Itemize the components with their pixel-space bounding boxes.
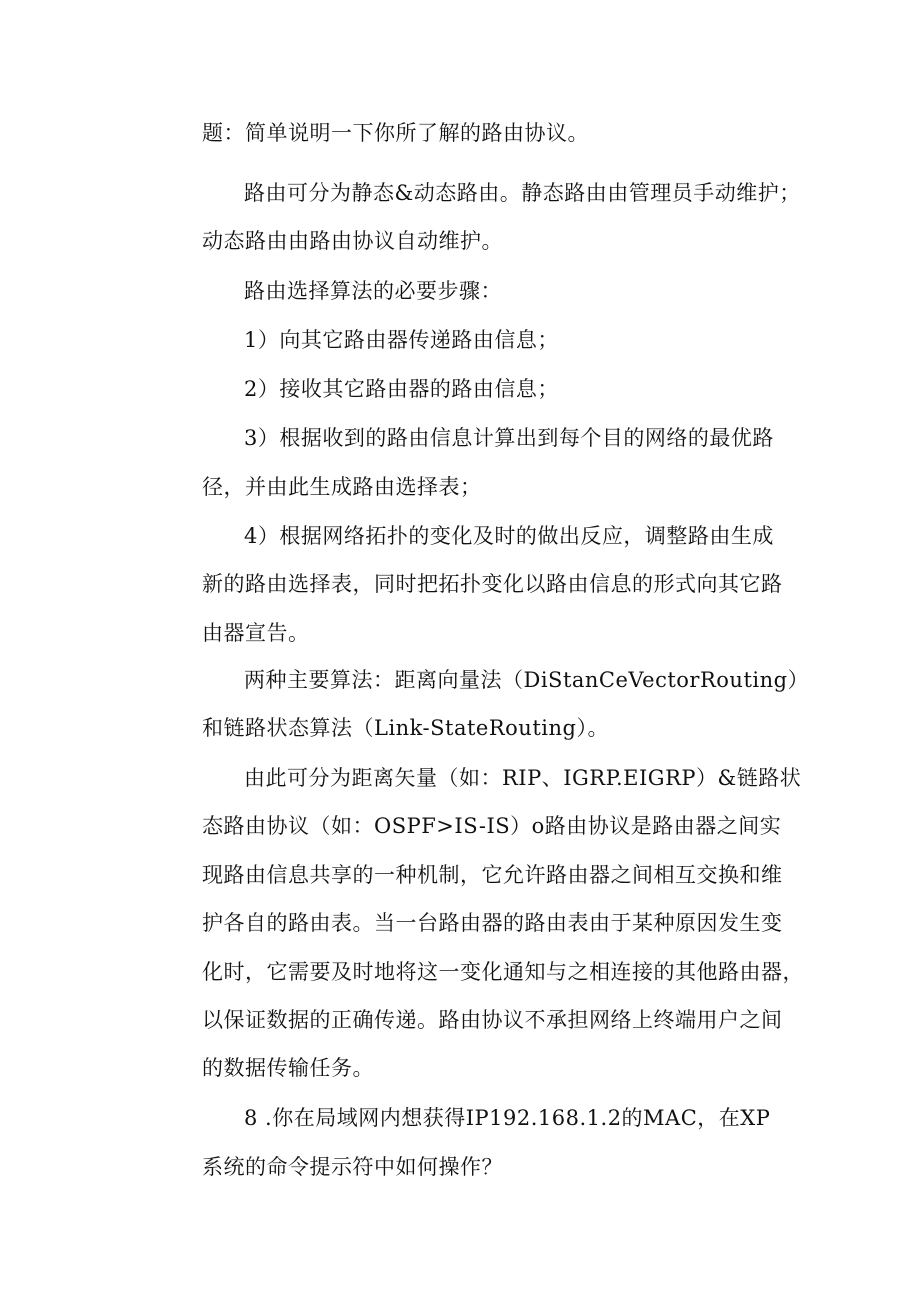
- paragraph-routing-types-line-1: 路由可分为静态&动态路由。静态路由由管理员手动维护；: [244, 181, 801, 205]
- algorithms-line-1: 两种主要算法：距离向量法（DiStanCeVectorRouting）: [244, 668, 810, 692]
- step-4-line-1: 4）根据网络拓扑的变化及时的做出反应，调整路由生成: [244, 524, 774, 548]
- step-4-line-2: 新的路由选择表，同时把拓扑变化以路由信息的形式向其它路: [202, 572, 783, 596]
- step-4-line-3: 由器宣告。: [202, 621, 310, 645]
- paragraph-routing-types-line-2: 动态路由由路由协议自动维护。: [202, 229, 503, 253]
- question-8-line-2: 系统的命令提示符中如何操作？: [202, 1155, 503, 1179]
- paragraph-protocols-line-3: 现路由信息共享的一种机制，它允许路由器之间相互交换和维: [202, 863, 783, 887]
- paragraph-protocols-line-7: 的数据传输任务。: [202, 1056, 374, 1080]
- paragraph-protocols-line-1: 由此可分为距离矢量（如：RIP、IGRP.EIGRP）&链路状: [244, 766, 802, 790]
- question-heading: 题：简单说明一下你所了解的路由协议。: [202, 121, 589, 145]
- algorithms-line-2: 和链路状态算法（Link-StateRouting）。: [202, 716, 609, 740]
- step-2: 2）接收其它路由器的路由信息；: [244, 377, 559, 401]
- paragraph-protocols-line-6: 以保证数据的正确传递。路由协议不承担网络上终端用户之间: [202, 1008, 783, 1032]
- paragraph-algorithm-steps-intro: 路由选择算法的必要步骤：: [244, 279, 502, 303]
- paragraph-protocols-line-5: 化时，它需要及时地将这一变化通知与之相连接的其他路由器，: [202, 960, 804, 984]
- question-8-line-1: 8 .你在局域网内想获得IP192.168.1.2的MAC，在XP: [244, 1106, 771, 1130]
- paragraph-protocols-line-4: 护各自的路由表。当一台路由器的路由表由于某种原因发生变: [202, 911, 783, 935]
- step-3-line-1: 3）根据收到的路由信息计算出到每个目的网络的最优路: [244, 426, 774, 450]
- step-1: 1）向其它路由器传递路由信息；: [244, 328, 559, 352]
- step-3-line-2: 径，并由此生成路由选择表；: [202, 475, 482, 499]
- paragraph-protocols-line-2: 态路由协议（如：OSPF>IS-IS）o路由协议是路由器之间实: [202, 814, 782, 838]
